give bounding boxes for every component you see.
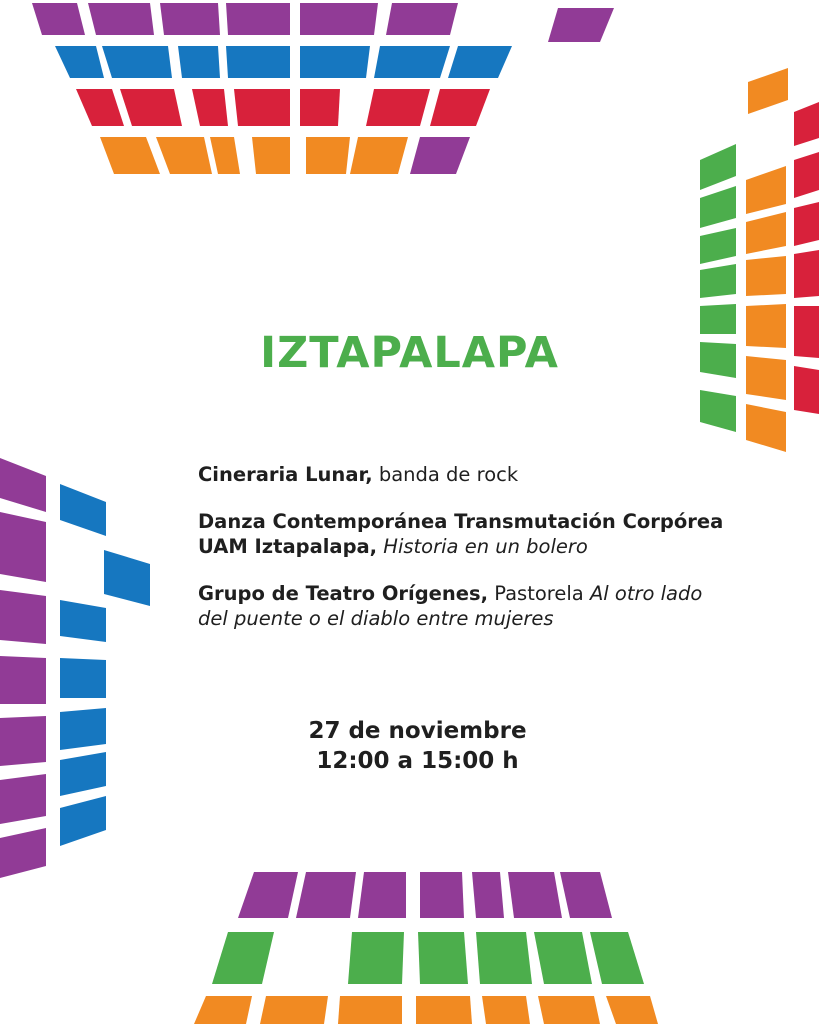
tile: [794, 250, 819, 298]
tile: [194, 996, 252, 1024]
tile: [300, 3, 378, 35]
tile: [374, 46, 450, 78]
tile: [55, 46, 104, 78]
program-list: [198, 462, 758, 653]
bottom-tile-cluster: [194, 872, 658, 1024]
tile: [88, 3, 154, 35]
tile: [0, 774, 46, 824]
tile: [448, 46, 512, 78]
program-item-work: Historia en un bolero: [383, 535, 588, 558]
tile: [386, 3, 458, 35]
tile: [120, 89, 182, 126]
tile: [606, 996, 658, 1024]
tile: [416, 996, 472, 1024]
program-item: [198, 581, 718, 631]
tile: [338, 996, 402, 1024]
tile: [210, 137, 240, 174]
tile: [234, 89, 290, 126]
tile: [794, 152, 819, 198]
tile: [0, 512, 46, 582]
right-tile-cluster: [700, 68, 819, 452]
tile: [192, 89, 228, 126]
tile: [100, 137, 160, 174]
tile: [0, 828, 46, 878]
program-item-desc: Pastorela: [488, 582, 590, 605]
tile: [32, 3, 85, 35]
tile: [306, 137, 350, 174]
event-datetime: [0, 716, 819, 776]
tile: [746, 404, 786, 452]
event-date: 27 de noviembre: [308, 718, 527, 744]
tile: [420, 872, 464, 918]
tile: [700, 264, 736, 298]
tile: [60, 658, 106, 698]
tile: [358, 872, 406, 918]
program-item-desc: banda de rock: [372, 463, 519, 486]
tile: [300, 46, 370, 78]
program-item: [198, 509, 738, 559]
tile: [366, 89, 430, 126]
tile: [410, 137, 470, 174]
tile: [0, 656, 46, 704]
tile: [178, 46, 220, 78]
tile: [534, 932, 592, 984]
tile: [76, 89, 124, 126]
tile: [590, 932, 644, 984]
tile: [226, 3, 290, 35]
tile: [60, 600, 106, 642]
tile: [104, 550, 150, 606]
tile: [226, 46, 290, 78]
tile: [746, 212, 786, 254]
tile: [60, 796, 106, 846]
tile: [748, 68, 788, 114]
tile: [700, 186, 736, 228]
program-item: [198, 462, 758, 487]
tile: [548, 8, 614, 42]
page-title: IZTAPALAPA: [260, 328, 559, 378]
top-tile-cluster: [32, 3, 614, 174]
program-item-work: Al otro lado del puente o el diablo entre mujeres: [198, 582, 703, 630]
tile: [746, 256, 786, 296]
tile: [700, 144, 736, 190]
tile: [160, 3, 220, 35]
tile: [700, 390, 736, 432]
tile: [212, 932, 274, 984]
tile: [472, 872, 504, 918]
program-item-name: Grupo de Teatro Orígenes,: [198, 582, 489, 605]
tile: [482, 996, 530, 1024]
program-item-name: Cineraria Lunar,: [198, 463, 373, 486]
tile: [238, 872, 298, 918]
tile: [746, 166, 786, 214]
tile: [538, 996, 600, 1024]
tile: [0, 590, 46, 644]
tile: [794, 202, 819, 246]
tile: [430, 89, 490, 126]
tile: [794, 102, 819, 146]
tile: [560, 872, 612, 918]
tile: [350, 137, 408, 174]
tile: [296, 872, 356, 918]
tile: [508, 872, 562, 918]
tile: [156, 137, 212, 174]
tile: [348, 932, 404, 984]
tile: [418, 932, 468, 984]
tile: [300, 89, 340, 126]
tile: [102, 46, 172, 78]
event-time: 12:00 a 15:00 h: [316, 748, 519, 774]
tile: [0, 458, 46, 512]
tile: [476, 932, 532, 984]
tile: [260, 996, 328, 1024]
tile: [252, 137, 290, 174]
tile: [700, 228, 736, 264]
left-tile-cluster: [0, 458, 150, 878]
tile: [60, 484, 106, 536]
program-item-name: Danza Contemporánea Transmutación Corpórea UAM Iztapalapa,: [198, 510, 724, 558]
